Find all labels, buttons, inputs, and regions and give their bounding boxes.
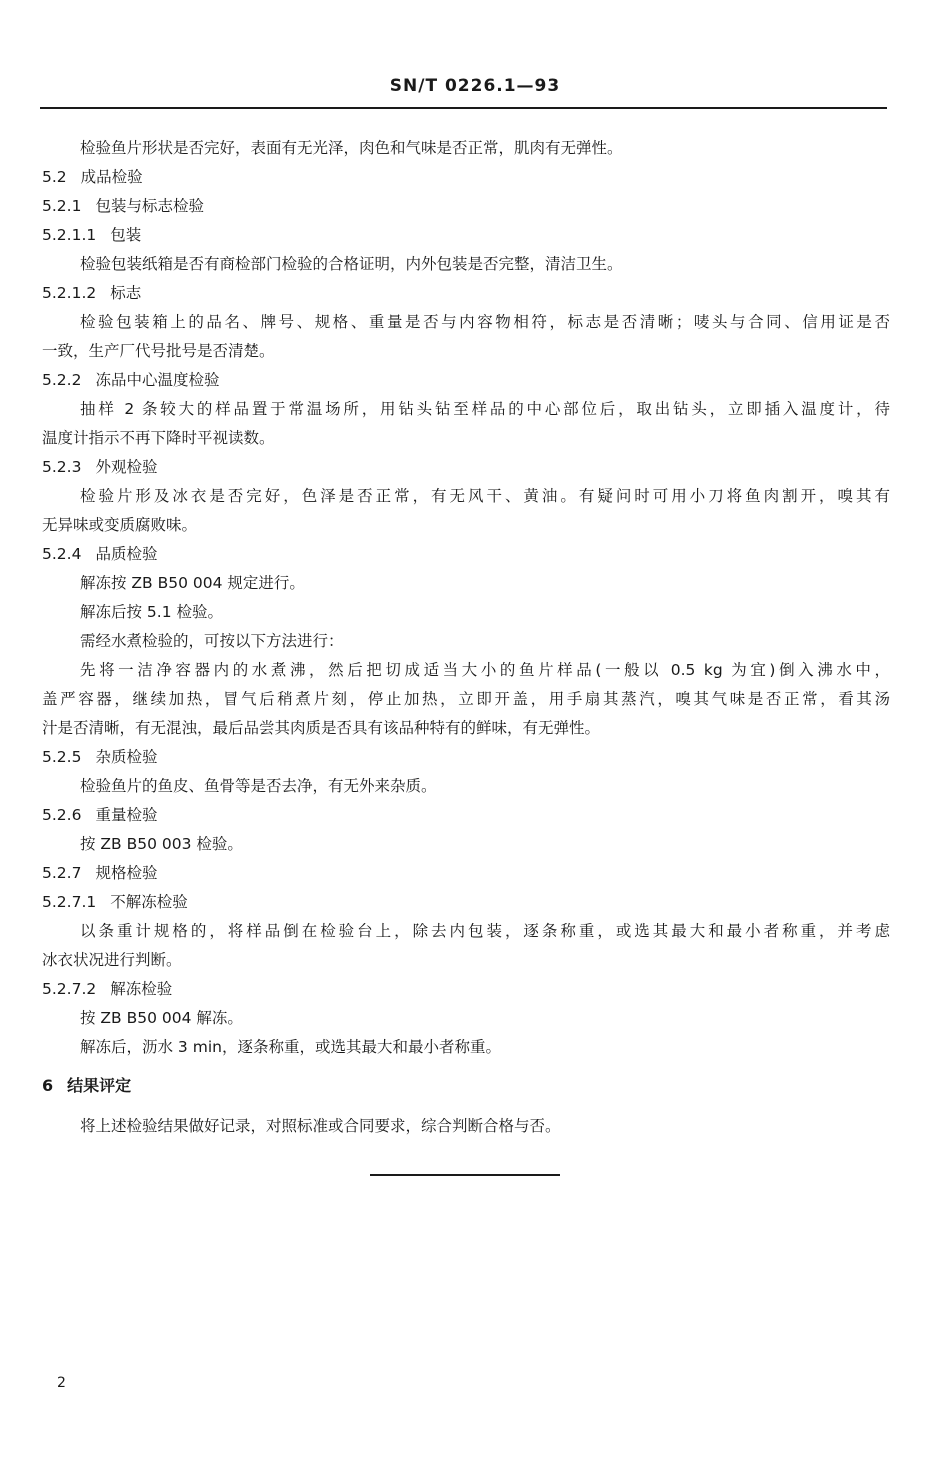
section-title: 杂质检验 — [95, 748, 158, 766]
section-number: 5.2.1.2 — [42, 284, 97, 302]
section-title: 规格检验 — [95, 864, 158, 882]
heading-5-2-2 — [42, 370, 852, 390]
heading-5-2-1-1 — [42, 225, 852, 245]
end-rule — [370, 1174, 560, 1176]
heading-5-2 — [42, 167, 852, 187]
section-number: 5.2.1.1 — [42, 226, 97, 244]
section-number: 5.2 — [42, 168, 67, 186]
header-rule — [40, 107, 887, 109]
section-number: 5.2.7.1 — [42, 893, 97, 911]
section-number: 5.2.1 — [42, 197, 82, 215]
para-5-2-2-l1: 抽样 2 条较大的样品置于常温场所，用钻头钻至样品的中心部位后，取出钻头，立即插入温度计，待 — [80, 400, 890, 418]
section-title: 解冻检验 — [110, 980, 173, 998]
heading-5-2-5 — [42, 747, 852, 767]
para-5-2-7-2-b: 解冻后，沥水 3 min，逐条称重，或选其最大和最小者称重。 — [80, 1038, 501, 1056]
heading-5-2-7 — [42, 863, 852, 883]
section-title: 成品检验 — [80, 168, 143, 186]
para-5-2-3-l2: 无异味或变质腐败味。 — [42, 516, 198, 534]
para-5-2-1-2-l2: 一致，生产厂代号批号是否清楚。 — [42, 342, 275, 360]
para-5-2-4-c: 需经水煮检验的，可按以下方法进行： — [80, 632, 344, 650]
section-number: 5.2.5 — [42, 748, 82, 766]
para-5-2-1-2-l1: 检验包装箱上的品名、牌号、规格、重量是否与内容物相符，标志是否清晰；唛头与合同、信用证是否 — [80, 313, 890, 331]
page-number: 2 — [57, 1375, 66, 1391]
para-5-2-4-a: 解冻按 ZB B50 004 规定进行。 — [80, 574, 305, 592]
section-number: 5.2.7 — [42, 864, 82, 882]
para-5-2-7-1-l2: 冰衣状况进行判断。 — [42, 951, 182, 969]
para-5-2-4-d-l3: 汁是否清晰，有无混浊，最后品尝其肉质是否具有该品种特有的鲜味，有无弹性。 — [42, 719, 601, 737]
heading-5-2-3 — [42, 457, 852, 477]
section-title: 外观检验 — [95, 458, 158, 476]
section-number: 6 — [42, 1076, 54, 1095]
section-number: 5.2.3 — [42, 458, 82, 476]
heading-5-2-6 — [42, 805, 852, 825]
document-code: SN/T 0226.1—93 — [389, 76, 561, 96]
para-5-2-1-1: 检验包装纸箱是否有商检部门检验的合格证明，内外包装是否完整，清洁卫生。 — [80, 255, 623, 273]
para-6: 将上述检验结果做好记录，对照标准或合同要求，综合判断合格与否。 — [80, 1117, 561, 1135]
para-5-2-4-d-l2: 盖严容器，继续加热，冒气后稍煮片刻，停止加热，立即开盖，用手扇其蒸汽，嗅其气味是否正常，看其汤 — [42, 690, 890, 708]
section-number: 5.2.6 — [42, 806, 82, 824]
section-title: 冻品中心温度检验 — [95, 371, 220, 389]
section-number: 5.2.4 — [42, 545, 82, 563]
para-5-2-7-2-a: 按 ZB B50 004 解冻。 — [80, 1009, 243, 1027]
heading-5-2-4 — [42, 544, 852, 564]
section-title: 包装 — [110, 226, 142, 244]
section-number: 5.2.7.2 — [42, 980, 97, 998]
para-5-2-2-l2: 温度计指示不再下降时平视读数。 — [42, 429, 275, 447]
section-title: 不解冻检验 — [110, 893, 188, 911]
para-5-2-4-d-l1: 先将一洁净容器内的水煮沸，然后把切成适当大小的鱼片样品(一般以 0.5 kg 为宜)倒入沸水中， — [80, 661, 890, 679]
heading-5-2-1-2 — [42, 283, 852, 303]
section-title: 重量检验 — [95, 806, 158, 824]
section-title: 结果评定 — [67, 1076, 132, 1095]
section-title: 标志 — [110, 284, 142, 302]
section-title: 品质检验 — [95, 545, 158, 563]
heading-5-2-7-2 — [42, 979, 852, 999]
para-5-2-3-l1: 检验片形及冰衣是否完好，色泽是否正常，有无风干、黄油。有疑问时可用小刀将鱼肉割开，嗅其有 — [80, 487, 890, 505]
para-5-1-cont: 检验鱼片形状是否完好，表面有无光泽，肉色和气味是否正常，肌肉有无弹性。 — [80, 139, 623, 157]
para-5-2-6: 按 ZB B50 003 检验。 — [80, 835, 243, 853]
section-number: 5.2.2 — [42, 371, 82, 389]
section-title: 包装与标志检验 — [95, 197, 204, 215]
heading-5-2-7-1 — [42, 892, 852, 912]
para-5-2-5: 检验鱼片的鱼皮、鱼骨等是否去净，有无外来杂质。 — [80, 777, 437, 795]
heading-5-2-1 — [42, 196, 852, 216]
para-5-2-4-b: 解冻后按 5.1 检验。 — [80, 603, 224, 621]
heading-6 — [42, 1076, 852, 1096]
para-5-2-7-1-l1: 以条重计规格的，将样品倒在检验台上，除去内包装，逐条称重，或选其最大和最小者称重，并考虑 — [80, 922, 890, 940]
